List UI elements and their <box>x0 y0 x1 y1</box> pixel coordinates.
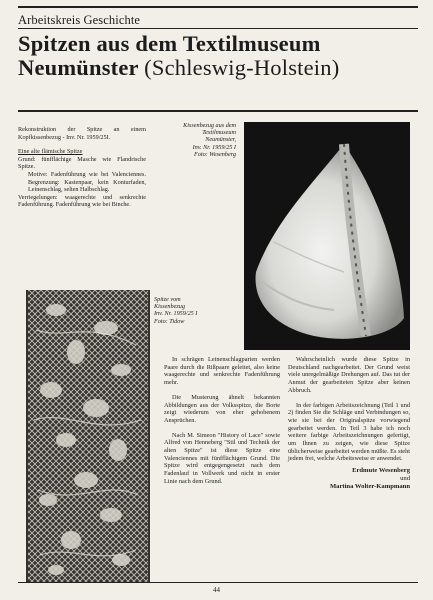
text-column-2 <box>288 356 410 491</box>
pillow-caption <box>178 122 236 158</box>
page-title <box>18 32 418 80</box>
intro-block <box>18 126 146 209</box>
intro-text: Rekonstruktion der Spitze an einem Kopfkissenbezug - Inv. Nr. 1959/25I. <box>18 126 146 141</box>
lace-image <box>26 290 150 582</box>
pillow-caption-line: Textilmuseum <box>202 129 236 137</box>
intro-motive: Motive: Fadenführung wie bei Valenciennes. Begrenzung: Kastenpaar, kein Konturfaden, Leinenschlag, selten Halbschlag. <box>28 170 146 194</box>
lace-photo <box>26 290 150 582</box>
title-line-2 <box>18 56 418 80</box>
top-rule <box>18 6 418 8</box>
title-suffix: (Schleswig-Holstein) <box>144 55 340 80</box>
lace-caption-line: Foto: Tidow <box>154 317 185 325</box>
lace-caption-line: Inv. Nr. 1959/25 I <box>154 310 198 318</box>
intro-verriegelungen: Verriegelungen: waagerechte und senkrechte Fadenführung. Fadenführung wie bei Binche. <box>18 193 146 209</box>
pillow-photo <box>244 122 410 350</box>
lace-caption-line: Spitze vom <box>154 296 181 303</box>
bottom-rule <box>18 582 418 583</box>
pillow-caption-line: Neumünster, <box>205 136 236 144</box>
signature-connector: und <box>400 475 410 483</box>
lace-caption-line: Kissenbezug <box>154 303 185 311</box>
page-number: 44 <box>213 586 220 594</box>
paragraph: Die Musterung ähnelt bekannten Abbildungen aus der Volksspitze, die Borte zeigt wiederum von eher gehobenem Ansprüchen. <box>164 393 280 424</box>
pillow-caption-line: Kissenbezug aus dem <box>183 122 236 129</box>
intro-ground: Grund: fünfflächige Masche wie Flandrische Spitze. <box>18 155 146 171</box>
title-line-1: Spitzen aus dem Textilmuseum <box>18 31 321 56</box>
pillow-caption-line: Foto: Wesenberg <box>194 150 236 158</box>
paragraph: Nach M. Simeon "History of Lace" sowie Alfred von Henneberg "Stil und Technik der alten Spitze" ist diese Spitze eine Valenciennes mit fünfflächigem Grund. Die Spitze wird entgegengesetzt nach dem Fadenlauf in Vollwerk und nicht in erster Linie nach dem Grund. <box>164 431 280 485</box>
title-rule <box>18 110 418 112</box>
pillow-image <box>244 122 410 350</box>
paragraph: In der farbigen Arbeitszeichnung (Teil 1 und 2) finden Sie die Schläge und Verbindungen so, wie sie bei der Originalspitze vorwiegend gearbeitet werden. In Teil 3 habe ich noch weitere farbige Arbeitszeichnungen gefertigt, um Ihnen zu zeigen, wie diese Spitze üblicherweise gearbeitet werden müßte. Es steht jedem frei, welche Arbeitsweise er anwendet. <box>288 401 410 463</box>
lace-caption <box>154 296 212 325</box>
section-label: Arbeitskreis Geschichte <box>18 13 141 27</box>
header-rule <box>18 28 418 29</box>
paragraph: In schrägen Leinenschlagparien werden Paare durch die Rißpaare geleitet, also keine waagerechte und senkrechte Fadenführung mehr. <box>164 356 280 387</box>
intro-subheading: Eine alte flämische Spitze <box>18 148 83 156</box>
signature-1: Erdmute Wesenberg <box>352 467 410 475</box>
text-column-1 <box>164 356 280 493</box>
paragraph: Wahrscheinlich wurde diese Spitze in Deutschland nachgearbeitet. Der Grund weist viele unregelmäßige Drehungen auf. Das tut der Anmut der gearbeiteten Spitze aber keinen Abbruch. <box>288 356 410 394</box>
signature-2: Martina Wolter-Kampmann <box>329 483 410 491</box>
pillow-caption-line: Inv. Nr. 1959/25 I <box>192 143 236 151</box>
title-main: Neumünster <box>18 55 139 80</box>
